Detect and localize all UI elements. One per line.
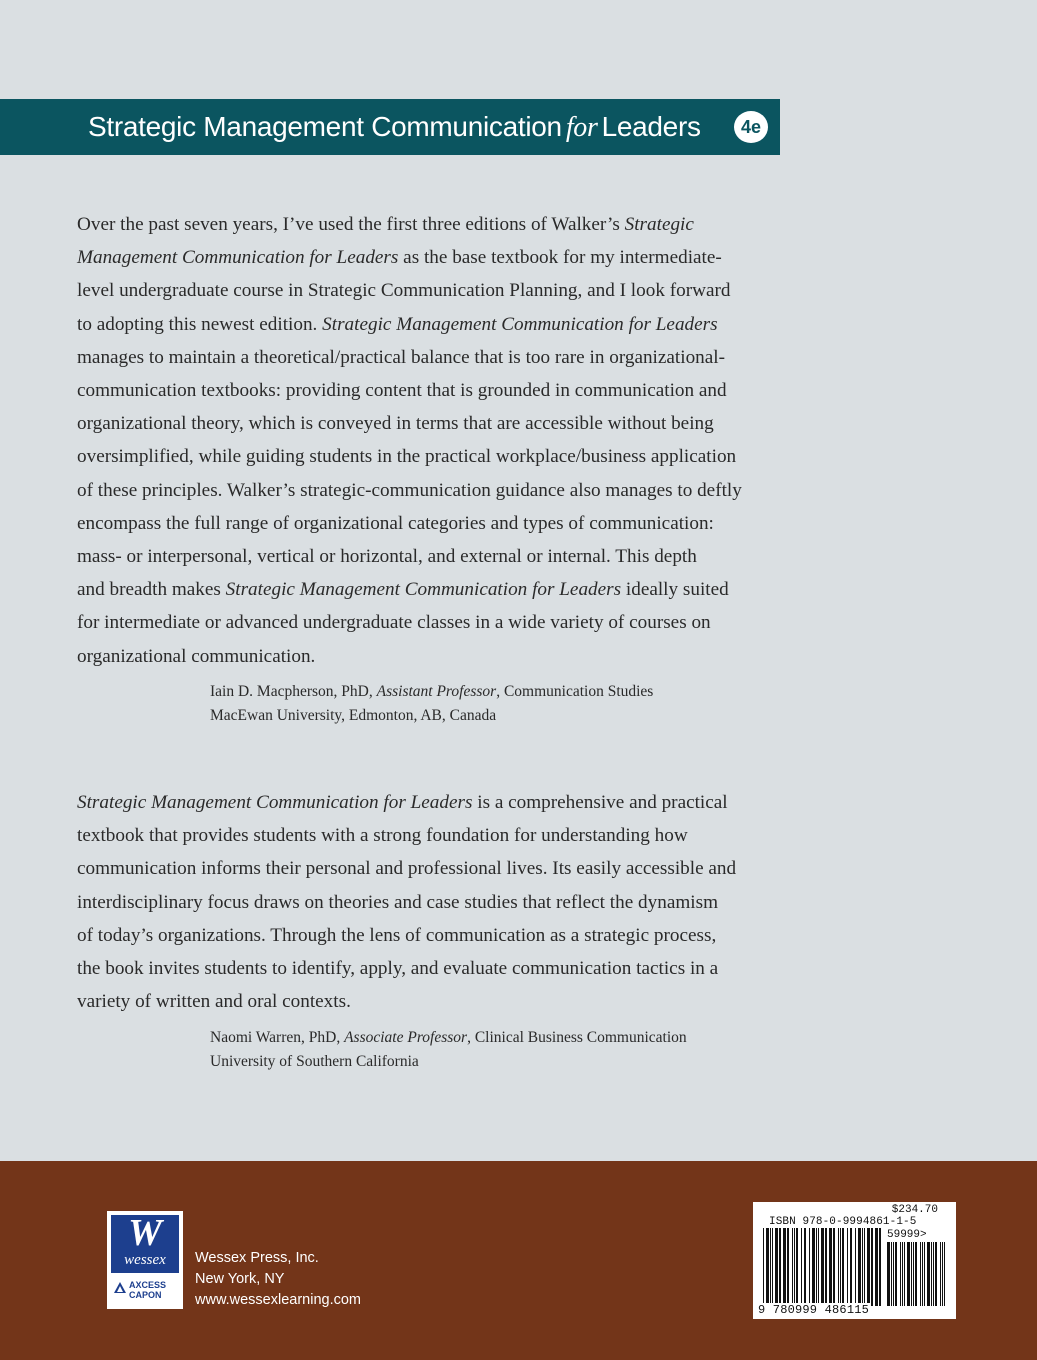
publisher-name: Wessex Press, Inc.	[195, 1250, 319, 1266]
logo-emblem	[111, 1212, 179, 1273]
logo-letter: W	[128, 1212, 162, 1254]
barcode-bar	[893, 1242, 894, 1306]
barcode-bar	[879, 1228, 881, 1306]
review1-line: level undergraduate course in Strategic Communication Planning, and I look forward	[77, 280, 731, 302]
barcode-bar	[792, 1228, 793, 1306]
barcode-bar	[775, 1228, 778, 1306]
review1-line: organizational communication.	[77, 645, 316, 667]
title-part2: Leaders	[601, 110, 701, 142]
book-title-italic: Strategic Management Communication for Leaders	[77, 792, 473, 813]
barcode-bar	[944, 1242, 945, 1306]
barcode-bar	[920, 1242, 921, 1306]
reviewer-title: Assistant Professor	[376, 683, 497, 700]
review2-line: variety of written and oral contexts.	[77, 991, 351, 1013]
barcode-bar	[900, 1242, 901, 1306]
barcode-bar	[927, 1242, 930, 1306]
title-for: for	[565, 111, 598, 143]
barcode-bar	[942, 1242, 943, 1306]
barcode-bar	[904, 1242, 905, 1306]
reviewer-title: Associate Professor	[344, 1029, 468, 1046]
logo-sub-axcess: AXCESS	[129, 1280, 167, 1290]
edition-badge: 4e	[734, 111, 768, 143]
review-attribution-2	[210, 1026, 687, 1074]
review2-line: is a comprehensive and practical	[472, 792, 728, 813]
reviewer-affiliation: University of Southern California	[210, 1053, 419, 1070]
barcode-bar	[766, 1228, 769, 1306]
barcode-addon-code: 59999>	[887, 1229, 927, 1241]
barcode-bar	[801, 1228, 802, 1306]
barcode-bar	[763, 1228, 764, 1306]
review-attribution-1	[210, 680, 653, 728]
barcode-bar	[850, 1228, 852, 1306]
reviewer-dept: , Communication Studies	[496, 683, 654, 700]
review1-line: ideally suited	[621, 579, 729, 601]
barcode-bar	[922, 1242, 923, 1306]
barcode-bar	[779, 1228, 781, 1306]
review2-line: the book invites students to identify, apply, and evaluate communication tactics in a	[77, 958, 719, 980]
review-quote-1	[77, 208, 777, 673]
barcode-bar	[809, 1228, 810, 1306]
barcode-bar	[838, 1228, 839, 1306]
review1-line: encompass the full range of organizational categories and types of communication:	[77, 512, 714, 534]
reviewer-name: Naomi Warren, PhD,	[210, 1029, 345, 1046]
publisher-url[interactable]: www.wessexlearning.com	[195, 1292, 362, 1308]
book-title-italic: Strategic Management Communication for Leaders	[322, 313, 718, 335]
barcode-bar	[812, 1228, 815, 1306]
review1-line: of these principles. Walker’s strategic-communication guidance also manages to deftly	[77, 479, 742, 501]
barcode-label	[753, 1202, 956, 1319]
barcode-bar	[935, 1242, 937, 1306]
barcode-bar	[772, 1228, 773, 1306]
barcode-bar	[875, 1228, 878, 1306]
barcode-bar	[891, 1242, 892, 1306]
logo-imprint	[111, 1276, 179, 1304]
barcode-bar	[833, 1228, 835, 1306]
barcode-bar	[913, 1242, 914, 1306]
price: $234.70	[891, 1204, 938, 1216]
barcode-bar	[871, 1228, 873, 1306]
axcess-capon-icon	[113, 1281, 127, 1295]
barcode-bar	[818, 1228, 819, 1306]
barcode-bar	[816, 1228, 817, 1306]
logo-sub-capon: CAPON	[129, 1290, 162, 1300]
review-quote-2	[77, 786, 777, 1018]
review1-line: organizational theory, which is conveyed in terms that are accessible without being	[77, 413, 714, 435]
barcode-bar	[825, 1228, 827, 1306]
barcode-bar	[895, 1242, 897, 1306]
title-band	[0, 99, 780, 155]
review2-line: of today’s organizations. Through the lens of communication as a strategic process,	[77, 924, 717, 946]
review1-line: oversimplified, while guiding students in the practical workplace/business application	[77, 446, 737, 468]
barcode-bar	[911, 1242, 912, 1306]
book-title-italic: Strategic Management Communication for Leaders	[225, 579, 622, 601]
barcode-bar	[783, 1228, 786, 1306]
barcode-bar	[855, 1228, 856, 1306]
barcode-bar	[770, 1228, 771, 1306]
barcode-digits: 9 780999 486115	[758, 1303, 870, 1317]
barcode-bar	[907, 1242, 910, 1306]
barcode-bar	[840, 1228, 841, 1306]
barcode-bar	[940, 1242, 941, 1306]
logo-wordmark: wessex	[124, 1252, 166, 1268]
barcode-bar	[867, 1228, 870, 1306]
review1-line: communication textbooks: providing content that is grounded in communication and	[77, 380, 727, 402]
barcode-bar	[933, 1242, 934, 1306]
publisher-logo	[107, 1211, 183, 1309]
review2-line: communication informs their personal and professional lives. Its easily accessible and	[77, 858, 737, 880]
barcode-main-bars	[763, 1228, 883, 1306]
barcode-bar	[796, 1228, 798, 1306]
title-part1: Strategic Management Communication	[88, 110, 562, 142]
review1-line: for intermediate or advanced undergraduate classes in a wide variety of courses on	[77, 612, 711, 634]
review1-line: to adopting this newest edition.	[77, 313, 323, 335]
isbn: ISBN 978-0-9994861-1-5	[769, 1216, 917, 1228]
barcode-bar	[931, 1242, 932, 1306]
review2-line: interdisciplinary focus draws on theories and case studies that reflect the dynamism	[77, 891, 718, 913]
reviewer-affiliation: MacEwan University, Edmonton, AB, Canada	[210, 707, 497, 724]
review2-line: textbook that provides students with a strong foundation for understanding how	[77, 825, 688, 847]
barcode-bar	[887, 1242, 890, 1306]
review1-line: mass- or interpersonal, vertical or horizontal, and external or internal. This depth	[77, 546, 697, 568]
book-title	[88, 111, 701, 144]
barcode-bar	[804, 1228, 806, 1306]
barcode-bar	[862, 1228, 863, 1306]
review1-line: manages to maintain a theoretical/practical balance that is too rare in organizational-	[77, 346, 726, 368]
book-title-italic: Management Communication for Leaders	[77, 247, 399, 269]
barcode-bar	[924, 1242, 925, 1306]
barcode-bar	[821, 1228, 824, 1306]
barcode-addon-bars	[887, 1242, 947, 1306]
barcode-bar	[842, 1228, 844, 1306]
review1-line: Over the past seven years, I’ve used the first three editions of Walker’s	[77, 214, 625, 235]
book-title-italic: Strategic	[624, 214, 694, 235]
barcode-bar	[829, 1228, 832, 1306]
barcode-bar	[915, 1242, 917, 1306]
review1-line: and breadth makes	[77, 579, 226, 601]
barcode-bar	[864, 1228, 865, 1306]
barcode-bar	[787, 1228, 789, 1306]
barcode-bar	[794, 1228, 795, 1306]
barcode-bar	[902, 1242, 903, 1306]
review1-line: as the base textbook for my intermediate-	[398, 247, 722, 269]
publisher-info	[195, 1248, 361, 1311]
reviewer-dept: , Clinical Business Communication	[467, 1029, 687, 1046]
barcode-bar	[858, 1228, 861, 1306]
reviewer-name: Iain D. Macpherson, PhD,	[210, 683, 377, 700]
barcode-bar	[847, 1228, 848, 1306]
publisher-city: New York, NY	[195, 1271, 285, 1287]
